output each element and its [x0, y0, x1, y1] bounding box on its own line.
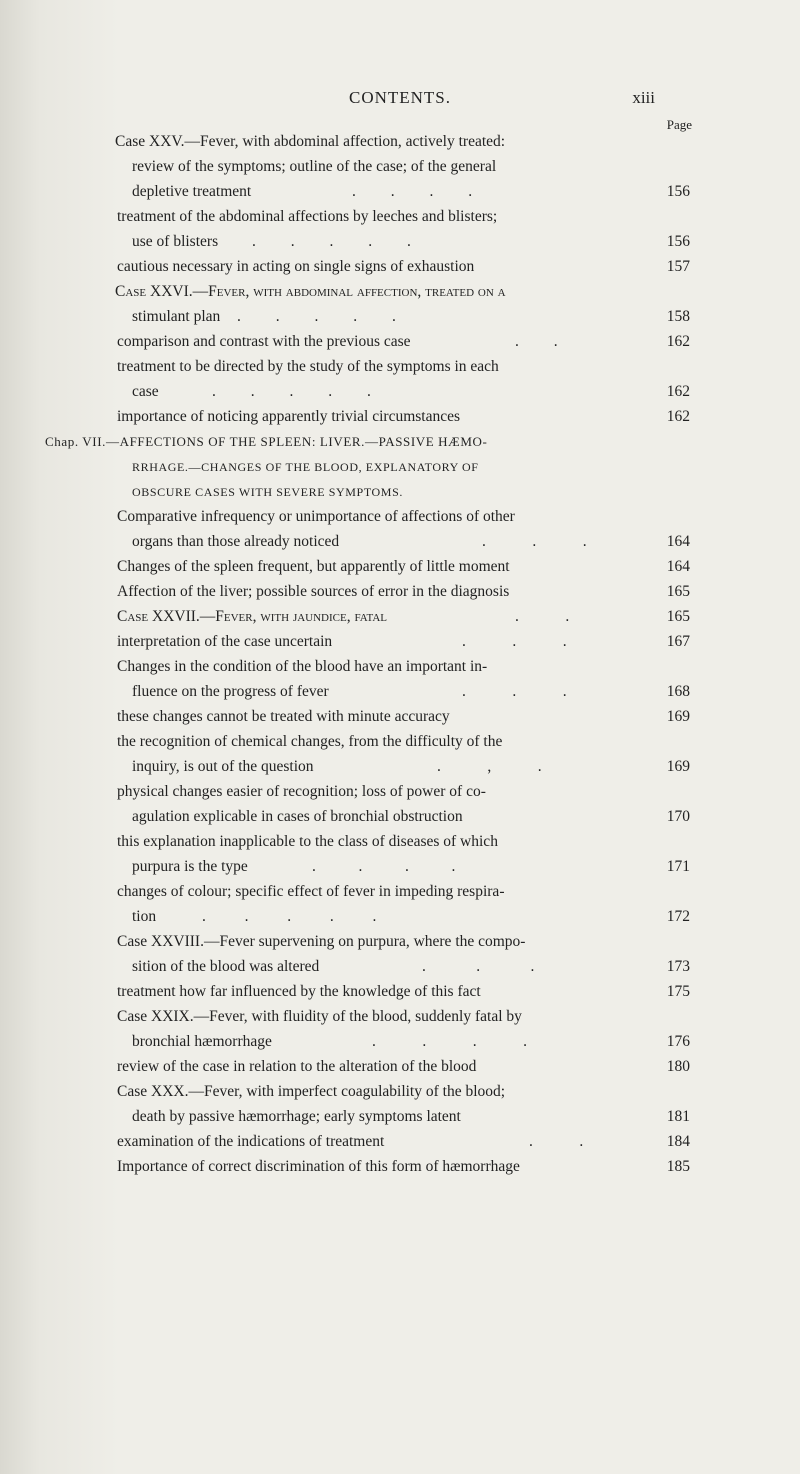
entry-page: 168 — [666, 683, 690, 700]
entry-text: the recognition of chemical changes, from the difficulty of the — [117, 733, 503, 750]
contents-entry — [117, 505, 690, 529]
leader-dots: . . . . . — [212, 383, 371, 400]
contents-entry — [117, 405, 690, 429]
entry-text: treatment how far influenced by the knowledge of this fact — [117, 983, 481, 1000]
entry-text: treatment to be directed by the study of the symptoms in each — [117, 358, 499, 375]
entry-text: Comparative infrequency or unimportance of affections of other — [117, 508, 515, 525]
leader-dots: . . . — [462, 633, 567, 650]
contents-entry — [132, 155, 690, 179]
entry-text: examination of the indications of treatment — [117, 1133, 385, 1150]
entry-text: stimulant plan — [132, 308, 221, 325]
entry-text: inquiry, is out of the question — [132, 758, 314, 775]
contents-entry — [132, 180, 690, 204]
contents-entry — [117, 1155, 690, 1179]
entry-text: review of the symptoms; outline of the case; of the general — [132, 158, 497, 175]
page-column-heading: Page — [666, 117, 692, 132]
entry-page: 162 — [666, 333, 690, 350]
contents-entry — [117, 880, 690, 904]
leader-dots: . . — [515, 333, 558, 350]
leader-dots: . . . . — [352, 183, 473, 200]
contents-entry — [117, 555, 690, 579]
entry-text: sition of the blood was altered — [132, 958, 320, 975]
contents-entry — [117, 930, 690, 954]
entry-text: treatment of the abdominal affections by leeches and blisters; — [117, 208, 498, 225]
leader-dots: . . . . — [312, 858, 456, 875]
entry-text: agulation explicable in cases of bronchial obstruction — [132, 808, 463, 825]
contents-entry — [117, 205, 690, 229]
chapter-heading — [132, 480, 690, 504]
leader-dots: . . . . . — [237, 308, 396, 325]
leader-dots: . . . . — [372, 1033, 527, 1050]
entry-text: interpretation of the case uncertain — [117, 633, 333, 650]
chapter-heading — [45, 430, 690, 454]
contents-entry — [117, 355, 690, 379]
entry-text: Case XXV.—Fever, with abdominal affection, actively treated: — [115, 133, 506, 150]
entry-page: 156 — [666, 233, 690, 250]
contents-entry — [117, 980, 690, 1004]
entry-text: these changes cannot be treated with minute accuracy — [117, 708, 450, 725]
entry-text: Changes of the spleen frequent, but apparently of little moment — [117, 558, 510, 575]
contents-entry — [117, 1005, 690, 1029]
entry-text: OBSCURE CASES WITH SEVERE SYMPTOMS. — [132, 485, 403, 499]
contents-entry — [117, 1130, 690, 1154]
entry-text: importance of noticing apparently trivial circumstances — [117, 408, 461, 425]
entry-text: Importance of correct discrimination of this form of hæmorrhage — [117, 1158, 520, 1175]
entry-text: physical changes easier of recognition; loss of power of co- — [117, 783, 486, 800]
entry-text: bronchial hæmorrhage — [132, 1033, 272, 1050]
contents-entry — [132, 955, 690, 979]
entry-page: 158 — [666, 308, 690, 325]
entry-page: 172 — [666, 908, 690, 925]
contents-entry — [117, 780, 690, 804]
contents-entry — [132, 755, 690, 779]
contents-entry — [117, 830, 690, 854]
entry-page: 170 — [666, 808, 690, 825]
contents-entry — [132, 805, 690, 829]
entry-text: this explanation inapplicable to the class of diseases of which — [117, 833, 498, 850]
running-header — [0, 88, 800, 112]
entry-page: 162 — [666, 408, 690, 425]
contents-entry — [132, 230, 690, 254]
page-number: xiii — [632, 88, 655, 107]
entry-text: cautious necessary in acting on single signs of exhaustion — [117, 258, 475, 275]
entry-text: fluence on the progress of fever — [132, 683, 329, 700]
entry-text: RRHAGE.—CHANGES OF THE BLOOD, EXPLANATORY OF — [132, 460, 479, 474]
contents-entry — [117, 255, 690, 279]
page-title: CONTENTS. — [348, 88, 452, 107]
entry-text: Changes in the condition of the blood have an important in- — [117, 658, 488, 675]
entry-page: 175 — [666, 983, 690, 1000]
contents-entry — [132, 1030, 690, 1054]
contents-entry — [132, 305, 690, 329]
entry-text: Case XXVI.—Fever, with abdominal affection, treated on a — [115, 283, 506, 300]
entry-text: death by passive hæmorrhage; early symptoms latent — [132, 1108, 461, 1125]
entry-text: changes of colour; specific effect of fever in impeding respira- — [117, 883, 505, 900]
contents-entry — [132, 380, 690, 404]
chapter-heading — [132, 455, 690, 479]
contents-entry — [115, 130, 690, 154]
leader-dots: . . . — [482, 533, 587, 550]
contents-entry — [115, 280, 690, 304]
entry-page: 169 — [666, 708, 690, 725]
contents-entry — [117, 655, 690, 679]
entry-text: tion — [132, 908, 157, 925]
entry-text: depletive treatment — [132, 183, 252, 200]
entry-page: 156 — [666, 183, 690, 200]
entry-text: Chap. VII.—AFFECTIONS OF THE SPLEEN: LIVER.—PASSIVE HÆMO- — [45, 434, 488, 449]
contents-entry — [132, 855, 690, 879]
entry-page: 181 — [666, 1108, 690, 1125]
entry-page: 173 — [666, 958, 690, 975]
contents-entry — [117, 330, 690, 354]
entry-page: 164 — [666, 533, 690, 550]
entry-page: 164 — [666, 558, 690, 575]
entry-text: purpura is the type — [132, 858, 248, 875]
entry-text: Case XXIX.—Fever, with fluidity of the blood, suddenly fatal by — [117, 1008, 522, 1025]
entry-text: review of the case in relation to the alteration of the blood — [117, 1058, 477, 1075]
contents-entry — [117, 705, 690, 729]
entry-text: Affection of the liver; possible sources of error in the diagnosis — [117, 583, 510, 600]
leader-dots: . . . . . — [202, 908, 377, 925]
contents-entry — [117, 1055, 690, 1079]
entry-text: Case XXVII.—Fever, with jaundice, fatal — [117, 608, 387, 625]
entry-text: comparison and contrast with the previous case — [117, 333, 411, 350]
contents-entry — [132, 1105, 690, 1129]
contents-entry — [117, 605, 690, 629]
leader-dots: . . — [515, 608, 570, 625]
entry-page: 165 — [666, 583, 690, 600]
contents-entry — [117, 1080, 690, 1104]
leader-dots: . . — [529, 1133, 584, 1150]
contents-entry — [117, 730, 690, 754]
entry-page: 180 — [666, 1058, 690, 1075]
entry-page: 157 — [666, 258, 690, 275]
entry-page: 169 — [666, 758, 690, 775]
contents-entry — [132, 905, 690, 929]
leader-dots: . . . — [422, 958, 535, 975]
entry-page: 167 — [666, 633, 690, 650]
leader-dots: . . . . . — [252, 233, 411, 250]
contents-entry — [132, 530, 690, 554]
entry-text: case — [132, 383, 159, 400]
entry-page: 176 — [666, 1033, 690, 1050]
contents-entry — [132, 680, 690, 704]
entry-text: use of blisters — [132, 233, 219, 250]
entry-page: 185 — [666, 1158, 690, 1175]
entry-page: 162 — [666, 383, 690, 400]
entry-text: organs than those already noticed — [132, 533, 340, 550]
contents-entry — [117, 630, 690, 654]
entry-page: 171 — [666, 858, 690, 875]
contents-entry — [117, 580, 690, 604]
entry-page: 165 — [666, 608, 690, 625]
leader-dots: . , . — [437, 758, 542, 775]
entry-text: Case XXX.—Fever, with imperfect coagulability of the blood; — [117, 1083, 506, 1100]
entry-page: 184 — [666, 1133, 690, 1150]
entry-text: Case XXVIII.—Fever supervening on purpura, where the compo- — [117, 933, 526, 950]
leader-dots: . . . — [462, 683, 567, 700]
